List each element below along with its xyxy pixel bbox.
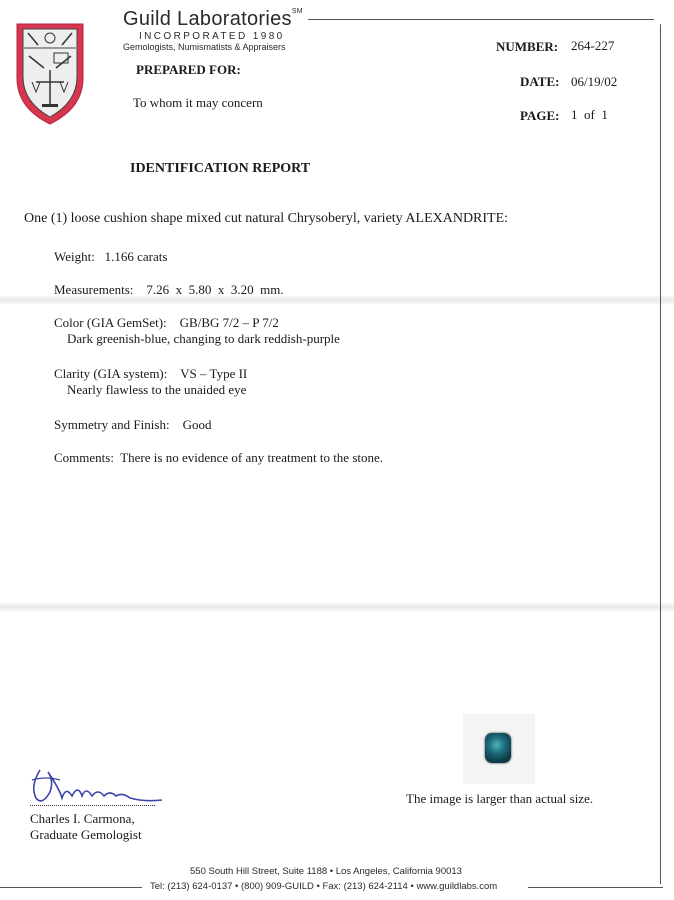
page-value: 1 of 1 [571,107,608,122]
clarity-value: VS – Type II [180,366,248,381]
footer-contact: Tel: (213) 624-0137 • (800) 909-GUILD • Fax: (213) 624-2114 • www.guildlabs.com [150,881,498,892]
prepared-for-label: PREPARED FOR: [136,62,241,77]
company-incorporated: INCORPORATED 1980 [139,31,285,42]
report-title: IDENTIFICATION REPORT [130,161,311,176]
symmetry-row [54,417,211,433]
measurements-value: 7.26 x 5.80 x 3.20 mm. [146,282,284,297]
signatory-title: Graduate Gemologist [30,827,142,842]
footer-address: 550 South Hill Street, Suite 1188 • Los Angeles, California 90013 [190,866,462,877]
weight-label: Weight: [54,249,95,264]
date-value: 06/19/02 [571,74,618,89]
image-size-note: The image is larger than actual size. [406,791,594,806]
color-note: Dark greenish-blue, changing to dark reddish-purple [67,331,340,346]
comments-value: There is no evidence of any treatment to the stone. [120,450,384,465]
frame-line [528,887,663,888]
clarity-label: Clarity (GIA system): [54,366,168,381]
weight-value: 1.166 carats [104,249,168,264]
frame-line [660,24,661,884]
comments-label: Comments: [54,450,114,465]
measurements-label: Measurements: [54,282,134,297]
handwritten-signature [26,762,166,808]
number-label: NUMBER: [496,39,559,54]
stone-description: One (1) loose cushion shape mixed cut natural Chrysoberyl, variety ALEXANDRITE: [24,211,509,226]
color-row [54,315,279,331]
gemstone-photo [463,714,535,784]
measurements-row [54,282,284,298]
symmetry-value: Good [182,417,212,432]
color-label: Color (GIA GemSet): [54,315,167,330]
symmetry-label: Symmetry and Finish: [54,417,170,432]
weight-row [54,249,167,265]
paper-fold [0,603,674,611]
company-tagline: Gemologists, Numismatists & Appraisers [123,42,286,52]
number-value: 264-227 [571,38,615,53]
date-label: DATE: [520,74,560,89]
comments-row [54,450,383,466]
frame-line [308,19,654,20]
signature-line [30,805,155,806]
frame-line [0,887,142,888]
prepared-for-value: To whom it may concern [133,95,263,110]
clarity-note: Nearly flawless to the unaided eye [67,382,247,397]
color-value: GB/BG 7/2 – P 7/2 [179,315,279,330]
clarity-row [54,366,247,382]
alexandrite-stone-image [485,733,511,763]
signatory-name: Charles I. Carmona, [30,811,135,826]
company-crest-logo [14,20,86,128]
page-label: PAGE: [520,108,560,123]
company-name: Guild Laboratories℠ [123,8,303,30]
